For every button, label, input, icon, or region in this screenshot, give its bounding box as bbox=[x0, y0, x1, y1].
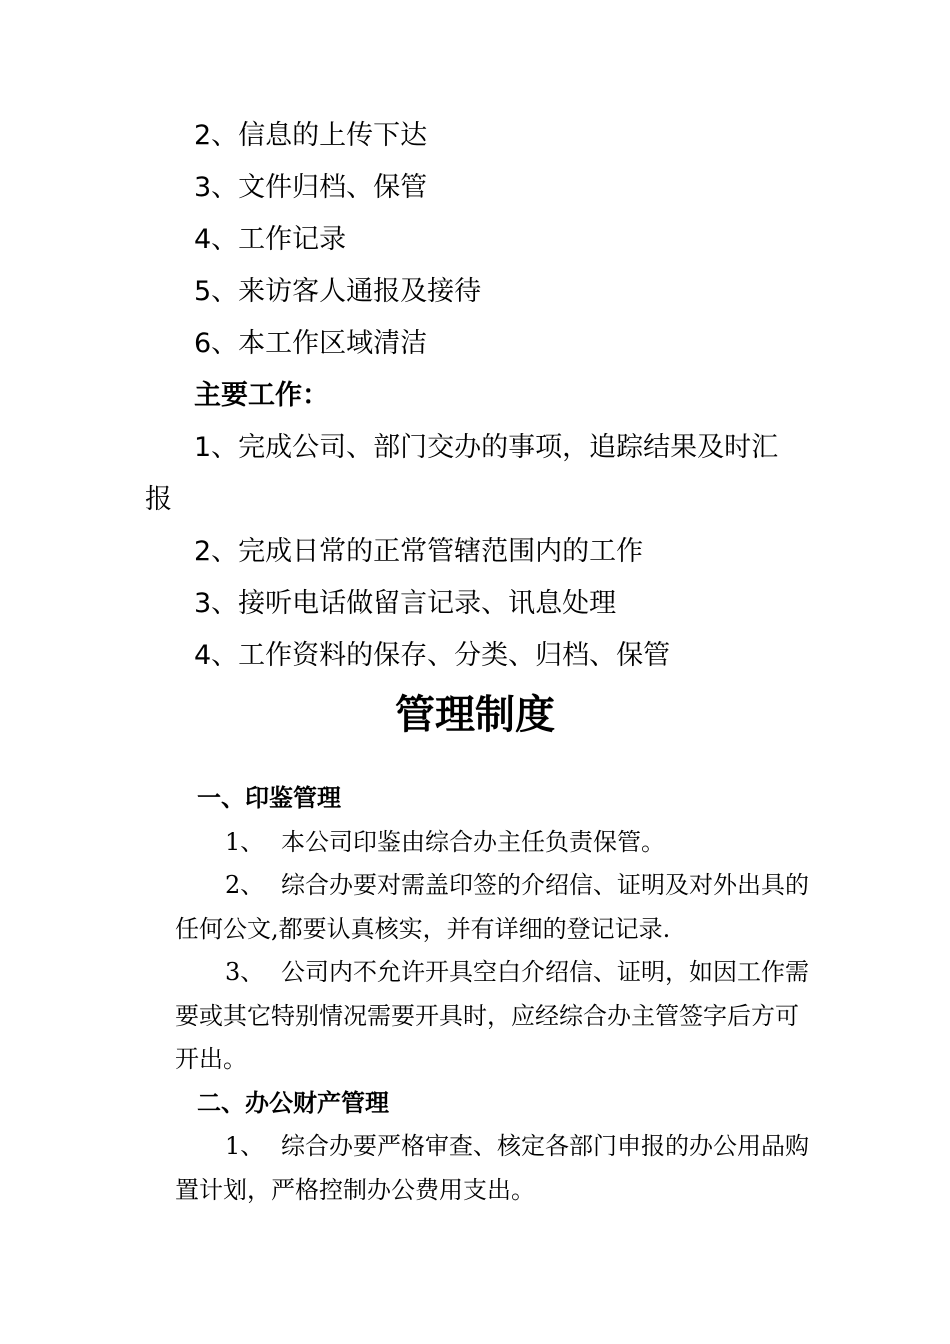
page-title: 管理制度 bbox=[395, 692, 555, 738]
item-text: 综合办要对需盖印签的介绍信、证明及对外出具的任何公文,都要认真核实，并有详细的登记记录. bbox=[175, 871, 809, 943]
duty-item: 6、本工作区域清洁 bbox=[194, 328, 428, 359]
regulations-body bbox=[175, 777, 815, 1212]
regulation-item bbox=[175, 821, 815, 865]
item-number: 3、 bbox=[225, 958, 265, 986]
main-work-item: 2、完成日常的正常管辖范围内的工作 bbox=[194, 536, 644, 567]
duty-item: 2、信息的上传下达 bbox=[194, 120, 428, 151]
duty-item: 5、来访客人通报及接待 bbox=[194, 276, 482, 307]
item-number: 1、 bbox=[225, 827, 265, 856]
item-text: 本公司印鉴由综合办主任负责保管。 bbox=[281, 827, 665, 856]
regulation-item bbox=[175, 1125, 815, 1212]
section-heading-property: 二、办公财产管理 bbox=[197, 1088, 389, 1117]
item-number: 1、 bbox=[225, 1132, 265, 1160]
regulation-item bbox=[175, 864, 815, 951]
item-text: 公司内不允许开具空白介绍信、证明，如因工作需要或其它特别情况需要开具时，应经综合办主管签字后方可开出。 bbox=[175, 958, 809, 1073]
item-number: 2、 bbox=[225, 871, 265, 899]
duties-list bbox=[145, 110, 825, 682]
section-heading-seal: 一、印鉴管理 bbox=[197, 784, 341, 812]
duty-item: 3、文件归档、保管 bbox=[194, 172, 428, 203]
duty-item: 4、工作记录 bbox=[194, 224, 347, 255]
main-work-item: 4、工作资料的保存、分类、归档、保管 bbox=[194, 640, 671, 671]
main-work-item: 1、完成公司、部门交办的事项，追踪结果及时汇报 bbox=[145, 432, 779, 515]
main-work-item: 3、接听电话做留言记录、讯息处理 bbox=[194, 588, 617, 619]
regulation-item bbox=[175, 951, 815, 1082]
item-text: 综合办要严格审查、核定各部门申报的办公用品购置计划，严格控制办公费用支出。 bbox=[175, 1132, 809, 1204]
main-work-heading: 主要工作： bbox=[194, 380, 329, 411]
